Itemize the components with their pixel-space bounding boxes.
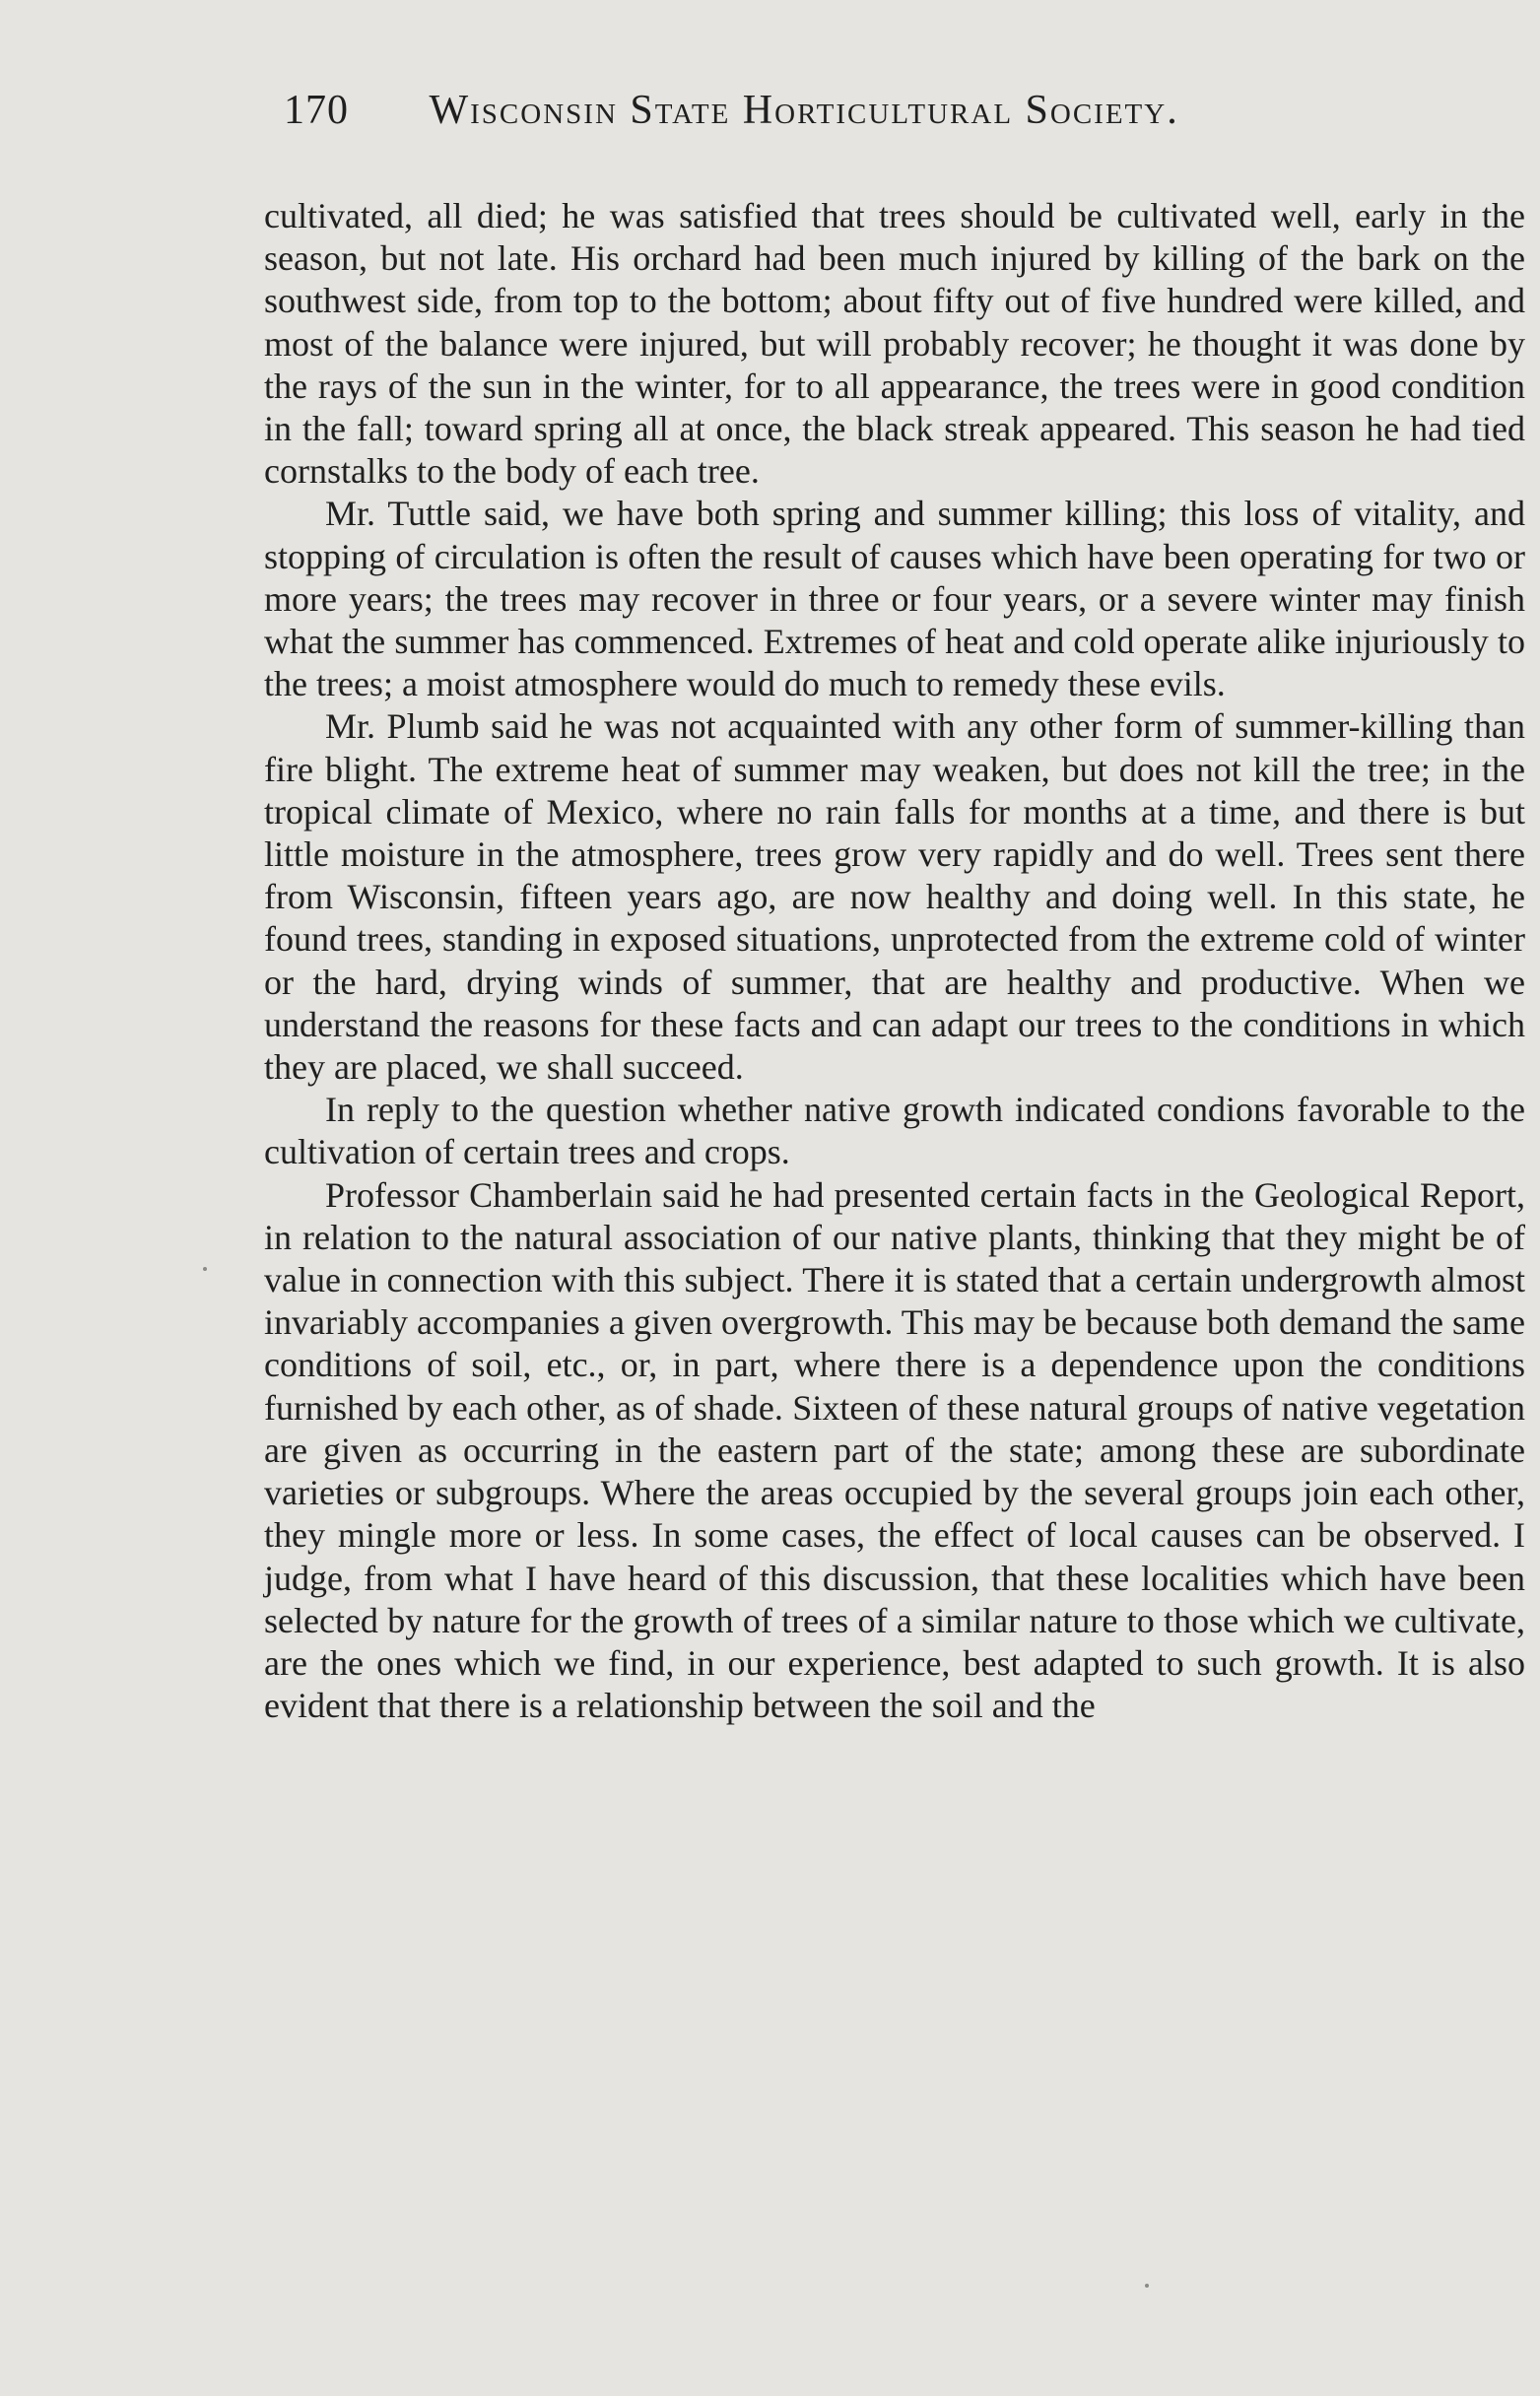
- scan-speck: [203, 1267, 207, 1271]
- page-header: [284, 87, 1368, 146]
- paragraph-2: Mr. Tuttle said, we have both spring and summer killing; this loss of vitality, and stopping of circulation is often the result of causes which have been operating for two or more years; the trees may recover in three or four years, or a severe winter may finish what the summer has commenced. Extremes of heat and cold operate alike injuriously to the trees; a moist atmosphere would do much to remedy these evils.: [264, 494, 1525, 704]
- body-text: [264, 195, 1525, 1727]
- paragraph-5: Professor Chamberlain said he had presented certain facts in the Geological Report, in relation to the natural association of our native plants, thinking that they might be of value in connection with this subject. There it is stated that a certain undergrowth almost invariably accompanies a given overgrowth. This may be because both demand the same conditions of soil, etc., or, in part, where there is a dependence upon the conditions furnished by each other, as of shade. Sixteen of these natural groups of native vegetation are given as occurring in the eastern part of the state; among these are subordinate varieties or subgroups. Where the areas occupied by the several groups join each other, they mingle more or less. In some cases, the effect of local causes can be observed. I judge, from what I have heard of this discussion, that these localities which have been selected by nature for the growth of trees of a similar nature to those which we cultivate, are the ones which we find, in our experience, best adapted to such growth. It is also evident that there is a relationship between the soil and the: [264, 1174, 1525, 1726]
- paragraph-4: In reply to the question whether native growth indicated condions favorable to the cultivation of certain trees and crops.: [264, 1090, 1525, 1172]
- paragraph-3: Mr. Plumb said he was not acquainted with any other form of summer-killing than fire blight. The extreme heat of summer may weaken, but does not kill the tree; in the tropical climate of Mexico, where no rain falls for months at a time, and there is but little moisture in the atmosphere, trees grow very rapidly and do well. Trees sent there from Wisconsin, fifteen years ago, are now healthy and doing well. In this state, he found trees, standing in exposed situations, unprotected from the extreme cold of winter or the hard, drying winds of summer, that are healthy and productive. When we understand the reasons for these facts and can adapt our trees to the conditions in which they are placed, we shall succeed.: [264, 706, 1525, 1088]
- running-title: Wisconsin State Horticultural Society.: [429, 88, 1179, 133]
- page-number: 170: [284, 88, 349, 133]
- scan-speck: [1145, 2284, 1149, 2288]
- paragraph-1: cultivated, all died; he was satisfied that trees should be cultivated well, early in the season, but not late. His orchard had been much injured by killing of the bark on the southwest side, from top to the bottom; about fifty out of five hundred were killed, and most of the balance were injured, but will probably recover; he thought it was done by the rays of the sun in the winter, for to all appearance, the trees were in good condition in the fall; toward spring all at once, the black streak appeared. This season he had tied cornstalks to the body of each tree.: [264, 196, 1525, 492]
